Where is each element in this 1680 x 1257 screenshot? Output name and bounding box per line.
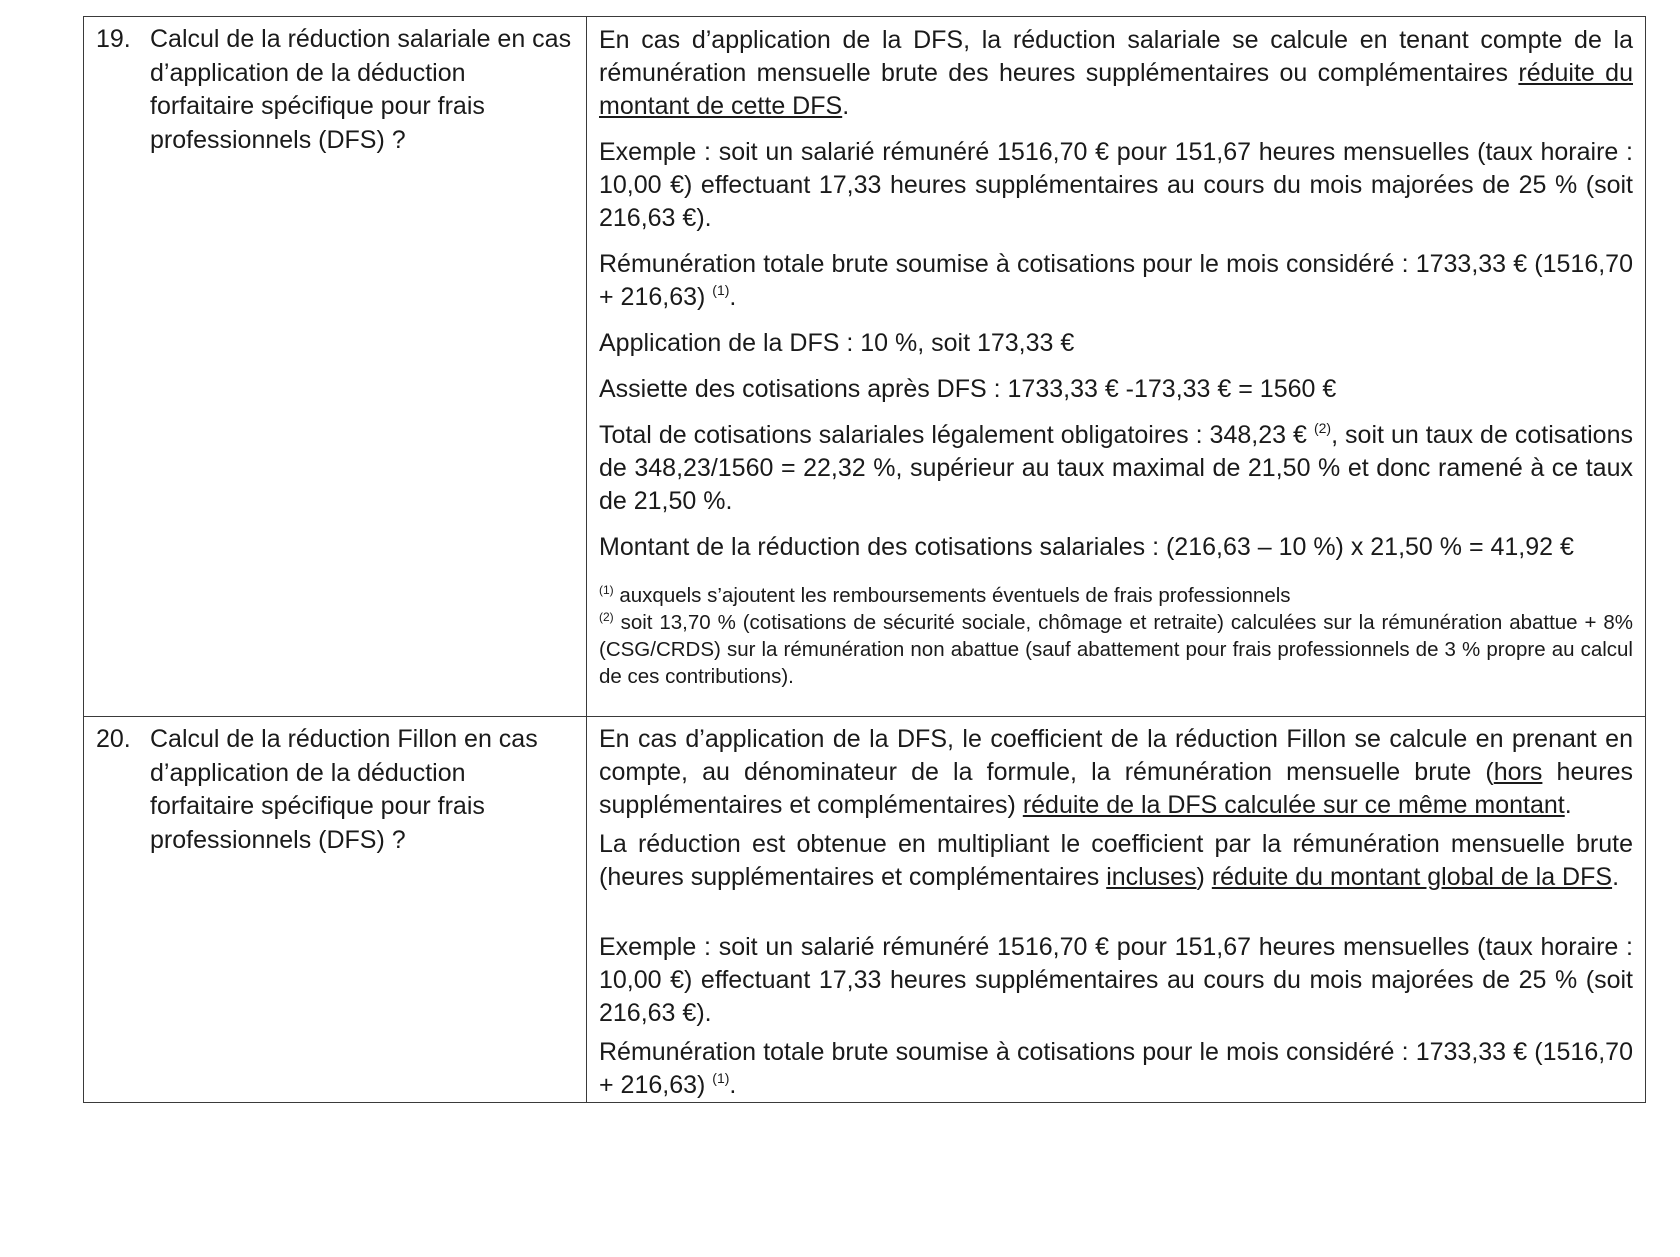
answer-paragraph: Assiette des cotisations après DFS : 1733,33 € -173,33 € = 1560 €	[599, 375, 1337, 403]
question-cell	[84, 17, 587, 717]
footnote-ref: (1)	[712, 1070, 730, 1086]
question-cell	[84, 717, 587, 1103]
question-number: 20.	[96, 725, 131, 753]
footnote: $^{(2)}$ soit 13,70 % (cotisations de sécurité sociale, chômage et retraite) calculées sur la rémunération abattue + 8% (CSG/CRDS) sur la rémunération non abattue (sauf abattement pour frais professionnels de 3 % propre au calcul de ces contributions).	[599, 610, 1633, 688]
question-number: 19.	[96, 25, 131, 53]
answer-paragraph: Rémunération totale brute soumise à cotisations pour le mois considéré : 1733,33 € (1516,70 + 216,63) $^{(1)}$.	[599, 250, 1633, 311]
answer-paragraph: En cas d’application de la DFS, le coefficient de la réduction Fillon se calcule en prenant en compte, au dénominateur de la formule, la rémunération mensuelle brute (hors heures supplémentaires et complémentaires) réduite de la DFS calculée sur ce même montant.	[599, 725, 1634, 819]
answer-paragraph: En cas d’application de la DFS, la réduction salariale se calcule en tenant compte de la rémunération mensuelle brute des heures supplémentaires ou complémentaires réduite du montant de cette DFS.	[599, 26, 1633, 120]
footnote-ref: (1)	[712, 282, 730, 298]
answer-paragraph: Rémunération totale brute soumise à cotisations pour le mois considéré : 1733,33 € (1516,70 + 216,63) $^{(1)}$.	[599, 1038, 1633, 1099]
answer-paragraph: La réduction est obtenue en multipliant le coefficient par la rémunération mensuelle brute (heures supplémentaires et complémentaires incluses) réduite du montant global de la DFS.	[599, 830, 1633, 891]
answer-paragraph: Application de la DFS : 10 %, soit 173,33 €	[599, 329, 1075, 357]
table-row-19	[84, 17, 1646, 717]
footnotes	[599, 582, 1633, 690]
answer-cell	[587, 17, 1646, 717]
spacer	[599, 907, 1633, 931]
footnote: $^{(1)}$ auxquels s’ajoutent les remboursements éventuels de frais professionnels	[599, 583, 1291, 607]
underlined-text: réduite du montant de cette DFS	[599, 59, 1633, 120]
faq-table	[83, 16, 1646, 1103]
table-row-20	[84, 717, 1646, 1103]
answer-paragraph: Total de cotisations salariales légalement obligatoires : 348,23 € $^{(2)}$, soit un taux de cotisations de 348,23/1560 = 22,32 %, supérieur au taux maximal de 21,50 % et donc ramené à ce taux de 21,50 %.	[599, 420, 1633, 515]
footnote-ref: (2)	[1313, 420, 1332, 436]
question-text: Calcul de la réduction salariale en cas d’application de la déduction forfaitaire spécifique pour frais professionnels (DFS) ?	[150, 25, 572, 154]
answer-cell	[587, 717, 1646, 1103]
question-text: Calcul de la réduction Fillon en cas d’application de la déduction forfaitaire spécifique pour frais professionnels (DFS) ?	[150, 725, 538, 854]
example-paragraph: Exemple : soit un salarié rémunéré 1516,70 € pour 151,67 heures mensuelles (taux horaire : 10,00 €) effectuant 17,33 heures supplémentaires au cours du mois majorées de 25 % (soit 216,63 €).	[599, 138, 1633, 232]
answer-paragraph: Montant de la réduction des cotisations salariales : (216,63 – 10 %) x 21,50 % = 41,92 €	[599, 533, 1574, 561]
example-paragraph: Exemple : soit un salarié rémunéré 1516,70 € pour 151,67 heures mensuelles (taux horaire : 10,00 €) effectuant 17,33 heures supplémentaires au cours du mois majorées de 25 % (soit 216,63 €).	[599, 933, 1633, 1027]
